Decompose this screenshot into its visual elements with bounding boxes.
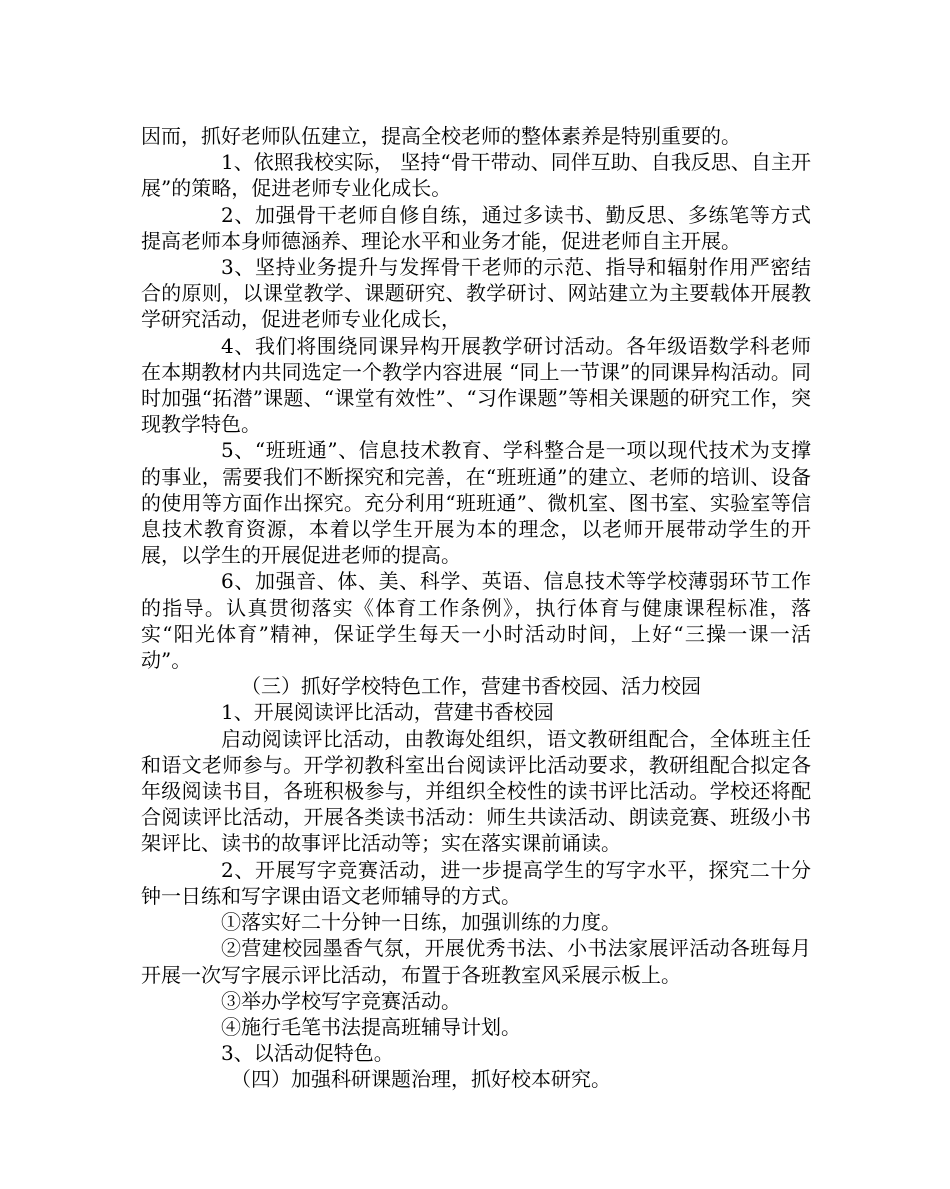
section-heading-3: （三）抓好学校特色工作，营建书香校园、活力校园 [241, 674, 701, 699]
paragraph-item-6: 6、加强音、体、美、科学、英语、信息技术等学校薄弱环节工作的指导。认真贯彻落实《体育工作条例》，执行体育与健康课程标准，落实“阳光体育”精神，保证学生每天一小时活动时间，上好“三操一课一活动”。 [141, 569, 811, 673]
list-item-circled-3: ③举办学校写字竞赛活动。 [221, 988, 461, 1013]
subsection-heading-writing: 2、开展写字竞赛活动，进一步提高学生的写字水平，探究二十分钟一日练和写字课由语文老师辅导的方式。 [141, 857, 811, 908]
paragraph-item-5: 5、“班班通”、信息技术教育、学科整合是一项以现代技术为支撑的事业，需要我们不断探究和完善，在“班班通”的建立、老师的培训、设备的使用等方面作出探究。充分利用“班班通”、微机室、图书室、实验室等信息技术教育资源，本着以学生开展为本的理念，以老师开展带动学生的开展，以学生的开展促进老师的提高。 [141, 438, 811, 568]
list-item-circled-4: ④施行毛笔书法提高班辅导计划。 [221, 1014, 521, 1039]
paragraph-intro: 因而，抓好老师队伍建立，提高全校老师的整体素养是特别重要的。 [141, 124, 741, 148]
paragraph-item-4: 4、我们将围绕同课异构开展教学研讨活动。各年级语数学科老师在本期教材内共同选定一个教学内容进展 “同上一节课”的同课异构活动。同时加强“拓潜”课题、“课堂有效性”、“习作课题”等相关课题的研究工作，突现教学特色。 [141, 333, 811, 437]
subsection-heading-activities: 3、以活动促特色。 [221, 1041, 394, 1066]
paragraph-item-3: 3、坚持业务提升与发挥骨干老师的示范、指导和辐射作用严密结合的原则，以课堂教学、课题研究、教学研讨、网站建立为主要载体开展教学研究活动，促进老师专业化成长， [141, 255, 811, 332]
paragraph-item-1: 1、依照我校实际， 坚持“骨干带动、同伴互助、自我反思、自主开展”的策略，促进老师专业化成长。 [141, 150, 811, 201]
paragraph-item-2: 2、加强骨干老师自修自练，通过多读书、勤反思、多练笔等方式提高老师本身师德涵养、理论水平和业务才能，促进老师自主开展。 [141, 202, 811, 253]
list-item-circled-1: ①落实好二十分钟一日练，加强训练的力度。 [221, 910, 621, 935]
list-item-circled-2: ②营建校园墨香气氛，开展优秀书法、小书法家展评活动各班每月开展一次写字展示评比活动，布置于各班教室风采展示板上。 [141, 936, 811, 987]
paragraph-reading-activity: 启动阅读评比活动，由教诲处组织，语文教研组配合，全体班主任和语文老师参与。开学初教科室出台阅读评比活动要求，教研组配合拟定各年级阅读书目，各班积极参与，并组织全校性的读书评比活动。学校还将配合阅读评比活动，开展各类读书活动：师生共读活动、朗读竞赛、班级小书架评比、读书的故事评比活动等；实在落实课前诵读。 [141, 726, 811, 856]
document-page [141, 123, 811, 1093]
subsection-heading-reading: 1、开展阅读评比活动，营建书香校园 [221, 700, 554, 725]
section-heading-4: （四）加强科研课题治理，抓好校本研究。 [231, 1067, 611, 1092]
